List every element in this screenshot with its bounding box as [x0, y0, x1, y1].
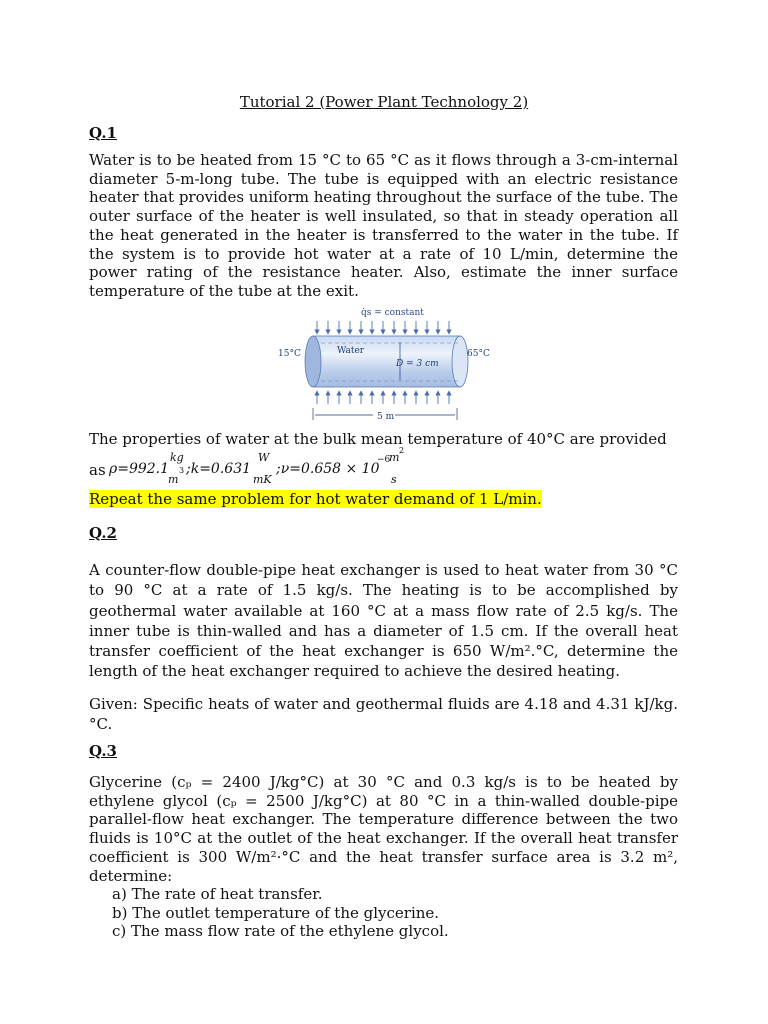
fluid-label: Water — [337, 346, 365, 356]
formula-rho-unit-exp: 3 — [179, 466, 185, 475]
formula-rho: ρ=992.1 — [109, 461, 170, 477]
length-label: 5 m — [377, 412, 395, 422]
q3-list — [112, 885, 449, 941]
q1-heading: Q.1 — [89, 124, 117, 142]
list-item: c) The mass flow rate of the ethylene glycol. — [112, 922, 449, 941]
formula-nu-unit-num-exp: 2 — [399, 446, 405, 455]
flux-label: q̇s = constant — [361, 308, 424, 318]
q2-paragraph: A counter-flow double-pipe heat exchanger is used to heat water from 30 °C to 90 °C at a rate of 1.5 kg/s. The heating is to be accomplished by geothermal water available at 160 °C at a mass flow rate of 2.5 kg/s. The inner tube is thin-walled and has a diameter of 1.5 cm. If the overall heat transfer coefficient of the heat exchanger is 650 W/m².°C, determine the length of the heat exchanger required to achieve the desired heating. — [89, 561, 678, 681]
formula-rho-unit-num: kg — [170, 451, 184, 464]
diameter-label: D = 3 cm — [396, 359, 439, 369]
outlet-temp-label: 65°C — [467, 349, 490, 359]
q3-text — [89, 773, 678, 885]
tube-body — [305, 336, 468, 387]
formula-k-unit-num: W — [258, 451, 270, 464]
inlet-temp-label: 15°C — [278, 349, 301, 359]
formula-nu-unit-den: s — [391, 473, 397, 486]
top-flux-arrows — [317, 321, 449, 332]
q1-paragraph: Water is to be heated from 15 °C to 65 °C as it flows through a 3-cm-internal diameter 5-m-long tube. The tube is equipped with an electric resistance heater that provides uniform heating throughout the surface of the tube. The outer surface of the heater is well insulated, so that in steady operation all the heat generated in the heater is transferred to the water in the tube. If the system is to provide hot water at a rate of 10 L/min, determine the power rating of the resistance heater. Also, estimate the inner surface temperature of the tube at the exit. — [89, 151, 678, 300]
q3-paragraph: Glycerine (cₚ = 2400 J/kg°C) at 30 °C and 0.3 kg/s is to be heated by ethylene glycol (cₚ = 2500 J/kg°C) at 80 °C in a thin-walled double-pipe parallel-flow heat exchanger. The temperature difference between the two fluids is 10°C at the outlet of the heat exchanger. If the overall heat transfer coefficient is 300 W/m²·°C and the heat transfer surface area is 3.2 m², determine: — [89, 773, 678, 885]
heated-tube-diagram — [275, 304, 505, 422]
q1-text — [89, 151, 678, 301]
q2-heading: Q.2 — [89, 524, 117, 542]
list-item: a) The rate of heat transfer. — [112, 885, 323, 903]
q1-highlight-text: Repeat the same problem for hot water demand of 1 L/min. — [89, 490, 542, 508]
formula-nu: ;ν=0.658 × 10 — [276, 461, 380, 477]
formula-k: ;k=0.631 — [186, 461, 252, 477]
bottom-flux-arrows — [317, 393, 449, 404]
properties-text — [89, 430, 689, 449]
q2-text — [89, 560, 678, 682]
formula-nu-exp: −6 — [377, 455, 391, 465]
q3-heading: Q.3 — [89, 742, 117, 760]
properties-sentence: The properties of water at the bulk mean temperature of 40°C are provided — [89, 430, 667, 448]
formula-rho-unit-den: m — [168, 473, 179, 486]
list-item: b) The outlet temperature of the glycerine. — [112, 903, 440, 922]
q1-highlight-block — [89, 490, 689, 509]
q2-given — [89, 694, 678, 735]
q2-given-text: Given: Specific heats of water and geothermal fluids are 4.18 and 4.31 kJ/kg.°C. — [89, 695, 678, 734]
page-title: Tutorial 2 (Power Plant Technology 2) — [239, 93, 529, 111]
formula-k-unit-den: mK — [253, 473, 272, 486]
properties-formula — [89, 446, 689, 489]
formula-nu-unit-num: m — [389, 451, 400, 464]
formula-as: as — [89, 461, 106, 479]
